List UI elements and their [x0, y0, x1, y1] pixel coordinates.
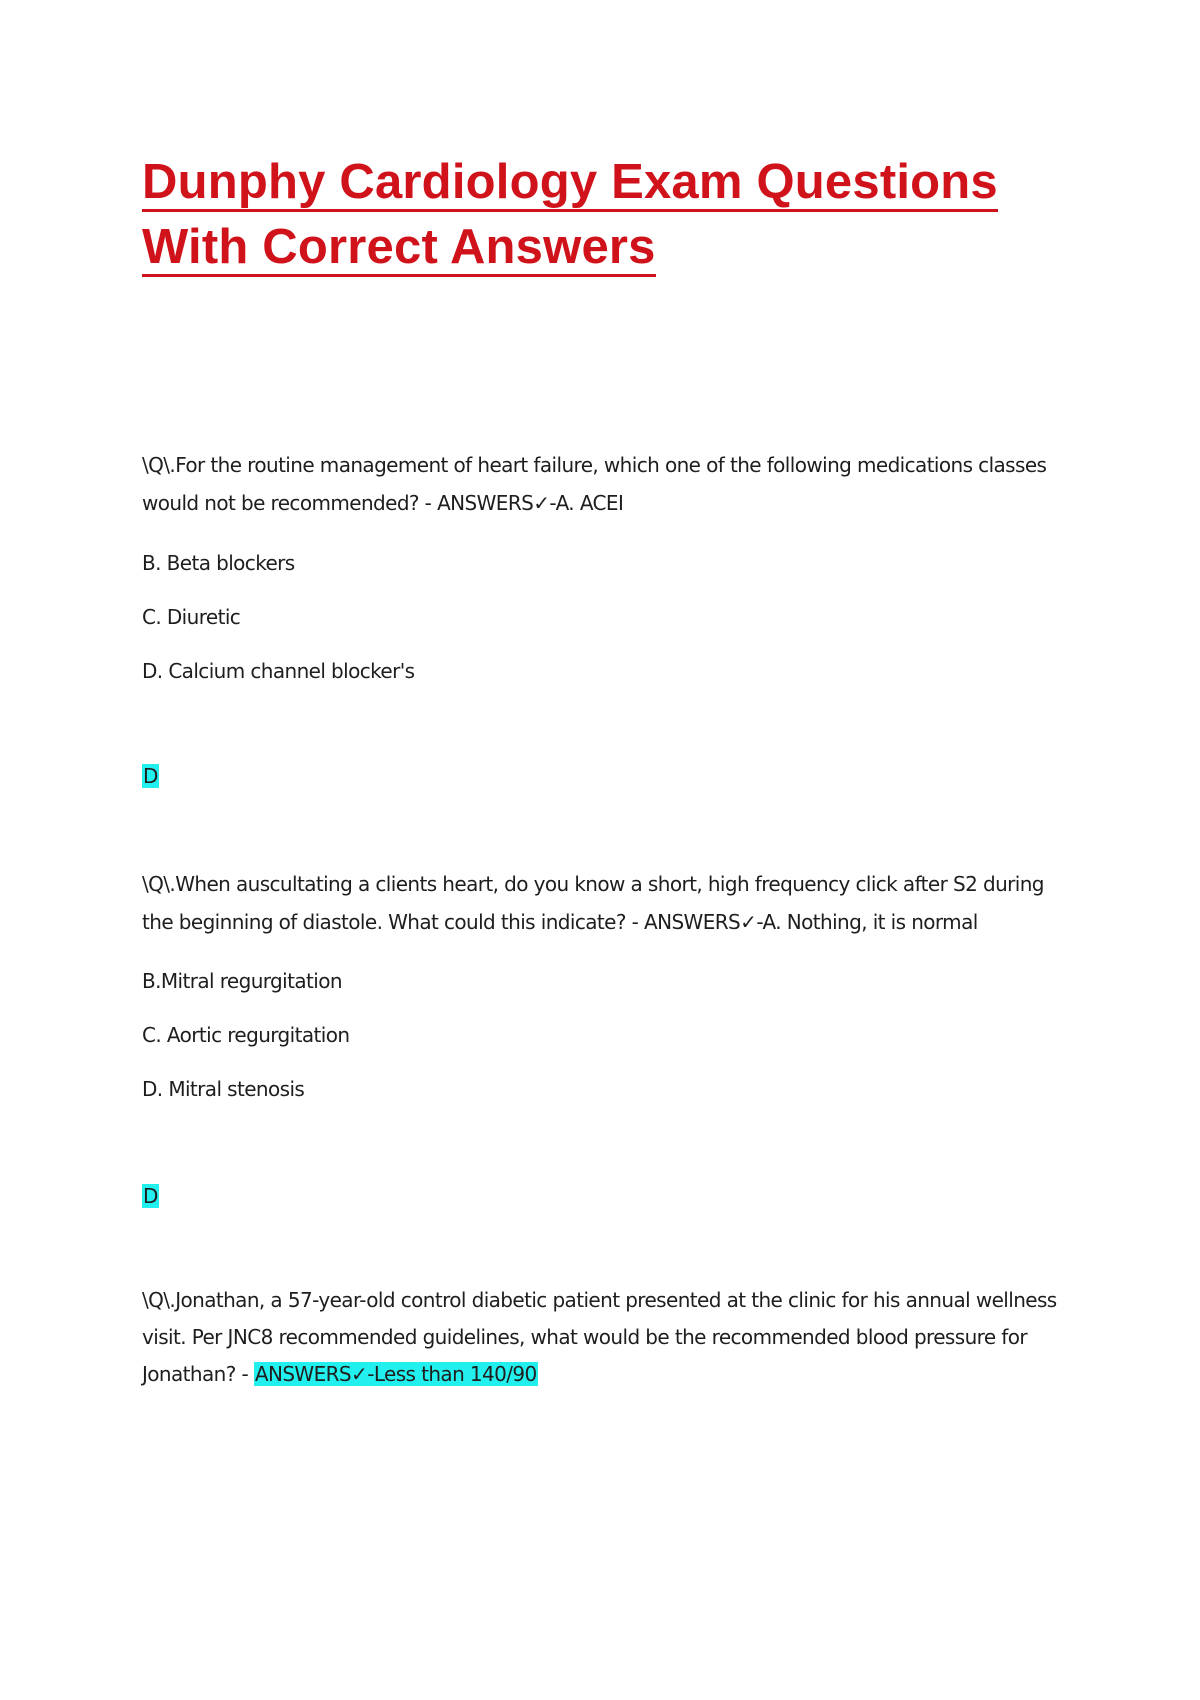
- checkmark-icon: ✓: [740, 910, 757, 934]
- document-title: [142, 152, 1042, 282]
- question-3-answer-highlight: [254, 1362, 538, 1386]
- question-2-option-c: C. Aortic regurgitation: [142, 1023, 350, 1047]
- title-line-1: Dunphy Cardiology Exam Questions: [142, 155, 998, 212]
- question-2: [142, 865, 1072, 941]
- question-2-text: When auscultating a clients heart, do you know a short, high frequency click after S2 during the beginning of diastole. What could this indicate? -: [142, 872, 1044, 934]
- answer-highlight: D: [143, 1184, 159, 1208]
- question-1-answers-label: ANSWERS: [437, 491, 534, 515]
- checkmark-icon: ✓: [533, 491, 550, 515]
- question-3-text: Jonathan, a 57-year-old control diabetic patient presented at the clinic for his annual wellness visit. Per JNC8 recommended guidelines, what would be the recommended blood pressure for Jonathan? -: [142, 1288, 1057, 1386]
- question-1-option-d: D. Calcium channel blocker's: [142, 659, 415, 683]
- question-3-answers-label: ANSWERS: [254, 1362, 352, 1386]
- question-1-option-a: -A. ACEI: [549, 491, 624, 515]
- question-1-text: For the routine management of heart failure, which one of the following medications classes would not be recommended? -: [142, 453, 1047, 515]
- question-2-correct-answer: [142, 1182, 159, 1210]
- answer-highlight: D: [143, 764, 159, 788]
- checkmark-icon: ✓: [351, 1362, 368, 1386]
- question-2-option-d: D. Mitral stenosis: [142, 1077, 305, 1101]
- question-3-prefix: \Q\.: [142, 1288, 176, 1312]
- question-2-option-a: -A. Nothing, it is normal: [756, 910, 978, 934]
- question-3-answer-text: -Less than 140/90: [367, 1362, 537, 1386]
- question-2-answers-label: ANSWERS: [644, 910, 741, 934]
- title-line-2: With Correct Answers: [142, 220, 656, 277]
- question-1-option-b: B. Beta blockers: [142, 551, 295, 575]
- question-1: [142, 446, 1072, 522]
- question-2-option-b: B.Mitral regurgitation: [142, 969, 342, 993]
- question-2-prefix: \Q\.: [142, 872, 176, 896]
- question-1-option-c: C. Diuretic: [142, 605, 241, 629]
- question-1-correct-answer: [142, 762, 159, 790]
- question-1-prefix: \Q\.: [142, 453, 176, 477]
- question-3: [142, 1282, 1072, 1393]
